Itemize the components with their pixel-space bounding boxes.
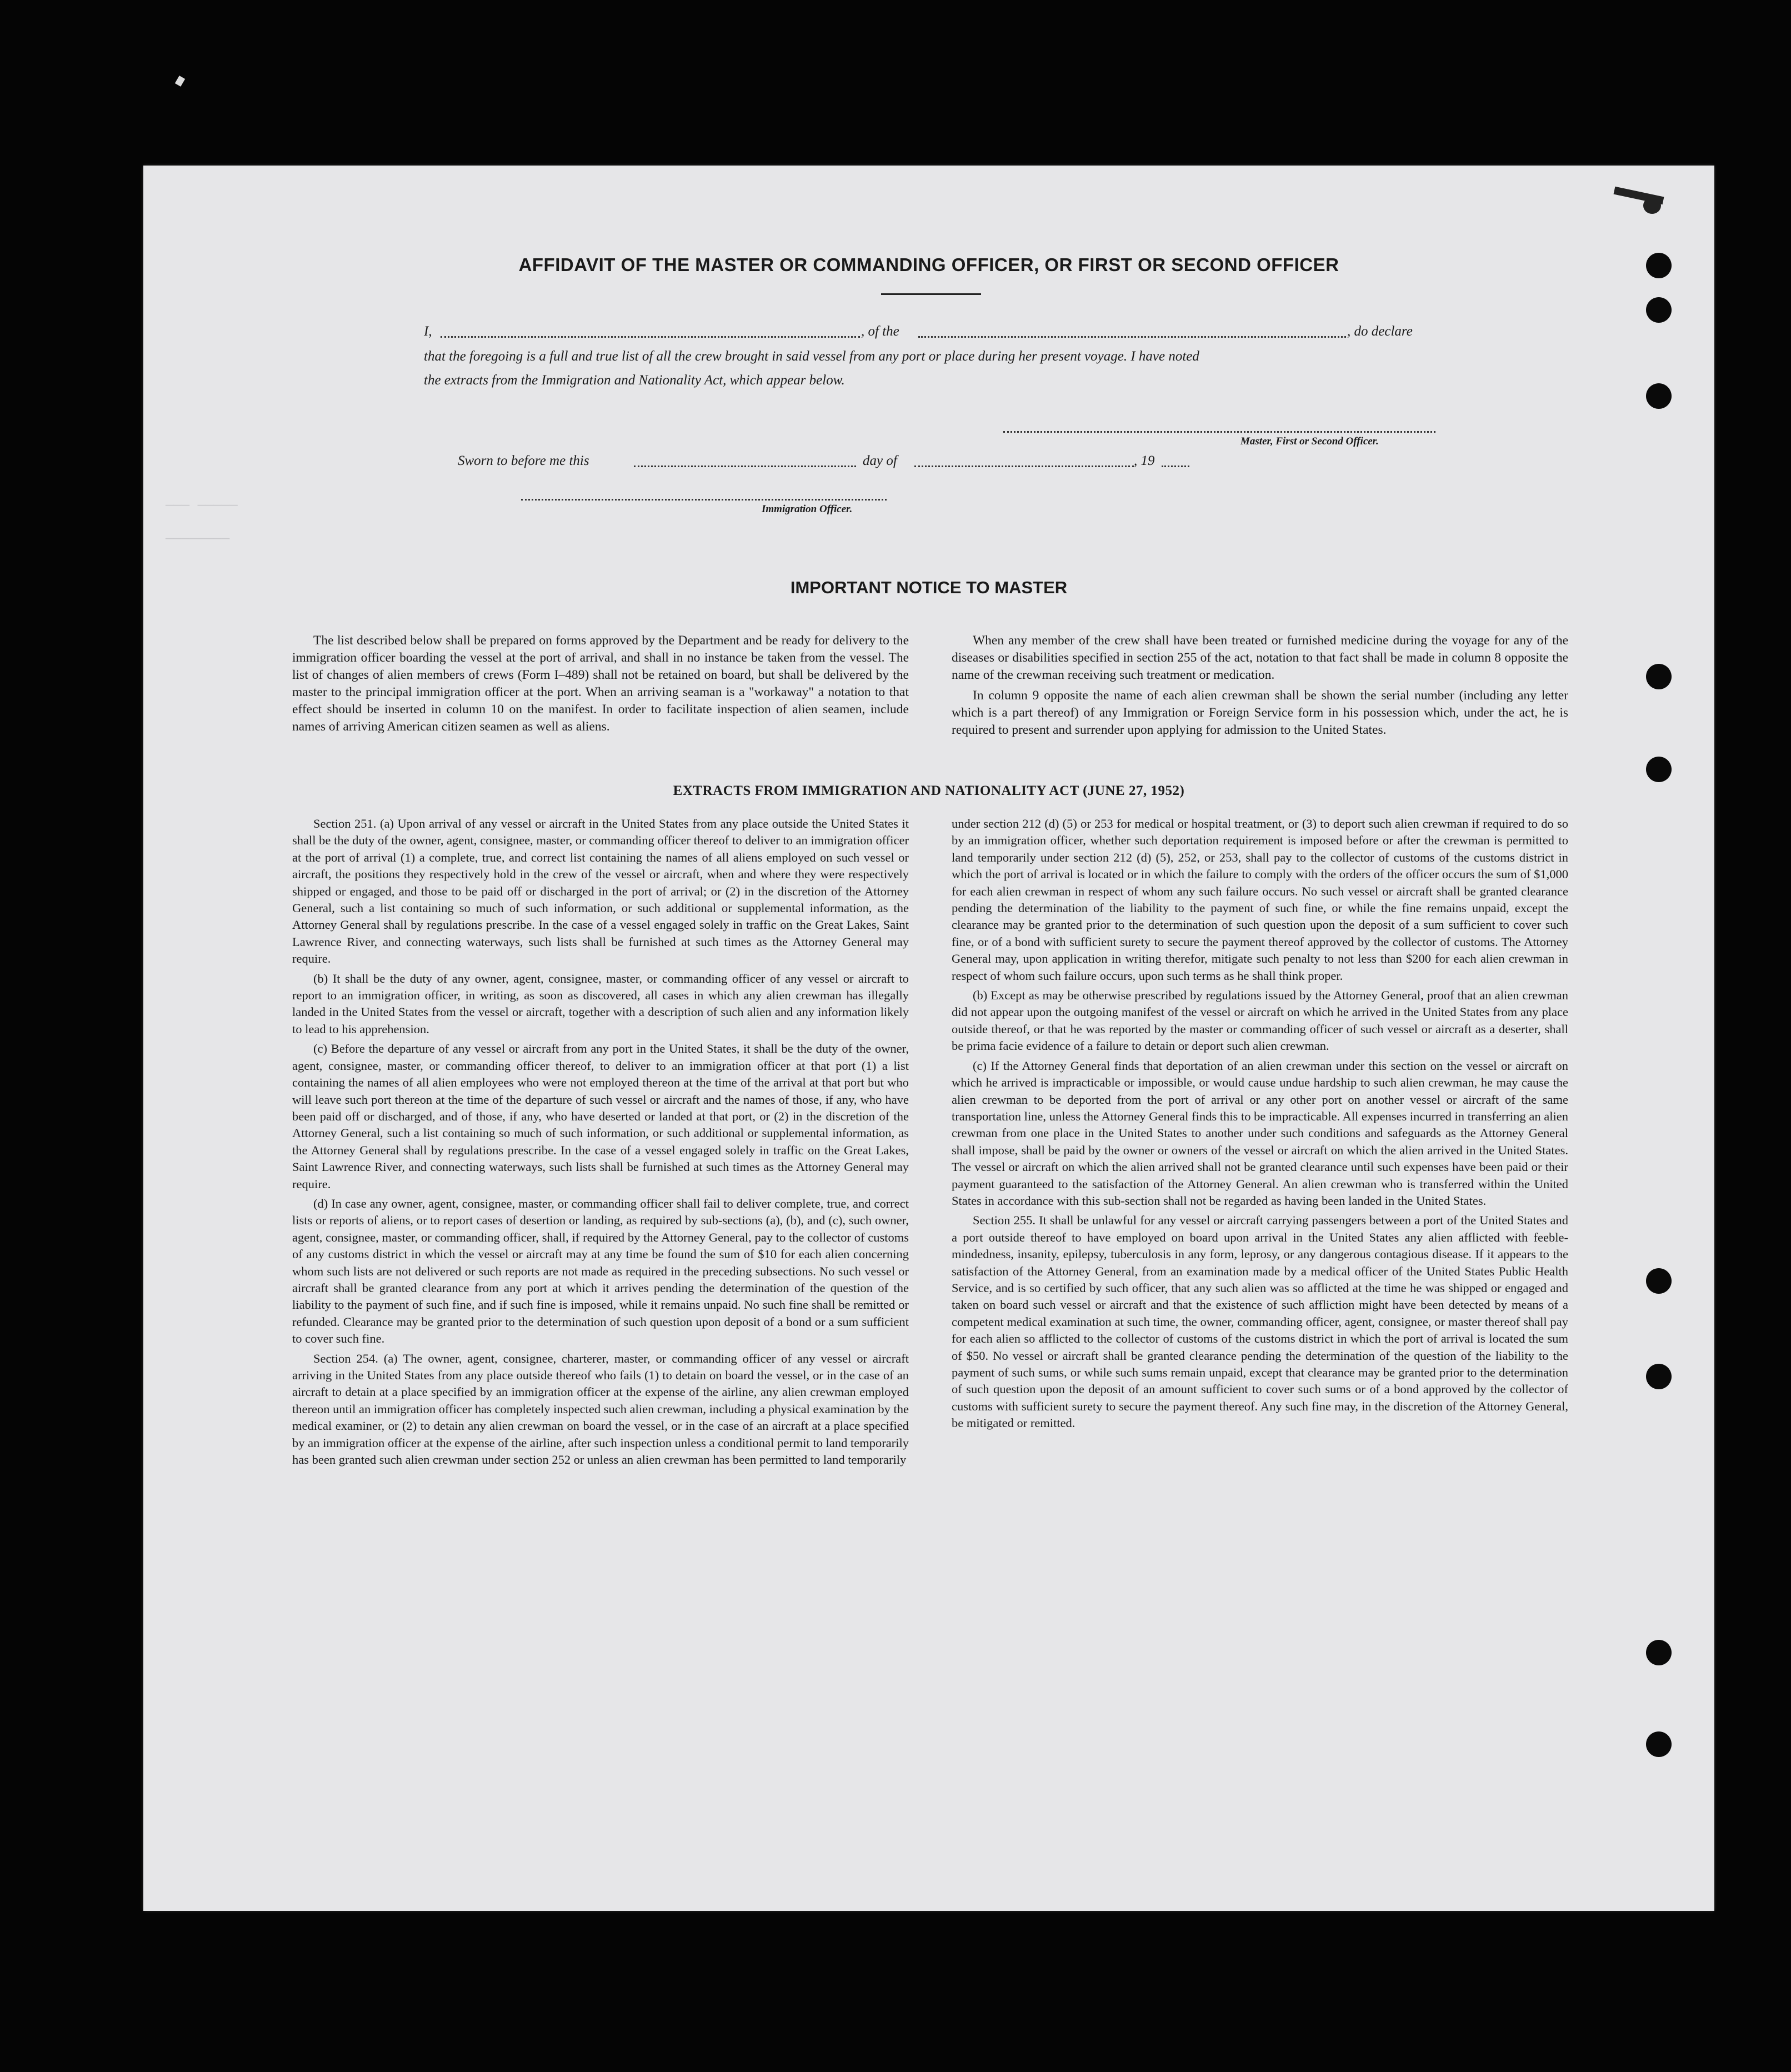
punch-hole (1646, 253, 1672, 278)
sworn-label: Sworn to before me this (458, 453, 589, 468)
section-254a: Section 254. (a) The owner, agent, consignee, charterer, master, or commanding officer of any vessel or aircraft arriving in the United States from any place outside thereof who fails (1) to detain on board the vessel, or in the case of an aircraft to detain at a place specified by an immigration officer at the expense of the airline, any alien crewman employed thereon until an immigration officer has completely inspected such alien crewman, including a physical examination by the medical examiner, or (2) to detain any alien crewman on board the vessel, or in the case of an aircraft at a place specified by an immigration officer at the expense of the airline, after such inspection unless a conditional permit to land temporarily has been granted such alien crewman under section 252 or unless an alien crewman has been permitted to land temporarily (292, 1351, 909, 1467)
master-label: Master, First or Second Officer. (1240, 436, 1379, 447)
statement-line-1: that the foregoing is a full and true list of all the crew brought in said vessel from any port or place during her present voyage. I have noted (424, 349, 1199, 364)
affidavit-title: AFFIDAVIT OF THE MASTER OR COMMANDING OFFICER, OR FIRST OR SECOND OFFICER (518, 254, 1339, 275)
section-254c: (c) If the Attorney General finds that deportation of an alien crewman under this section on the vessel or aircraft on which he arrived is impracticable or impossible, or would cause undue hardship to such alien crewman, he may cause the alien crewman to be deported from the port of arrival or any other port on another vessel or aircraft of the same transportation line, unless the Attorney General finds this to be impracticable. All expenses incurred in transferring an alien crewman from one place in the United States to another under such conditions and safeguards as the Attorney General shall impose, shall be paid by the owner or owners of the vessel or aircraft on which the alien arrived in the United States. The vessel or aircraft on which the alien arrived shall not be granted clearance until such expenses have been paid or their payment guaranteed to the satisfaction of the Attorney General. An alien crewman who is transferred within the United States in accordance with this sub-section shall not be regarded as having been landed in the United States. (952, 1058, 1568, 1208)
bleed-through-text: ─── ───── (166, 499, 238, 514)
notice-left-column (292, 632, 909, 739)
ink-mark (1643, 197, 1661, 214)
officer-signature-field[interactable] (521, 499, 887, 501)
notice-right-column (952, 632, 1568, 742)
extracts-left-column (292, 815, 909, 1471)
punch-hole (1646, 1364, 1672, 1389)
section-251c: (c) Before the departure of any vessel or aircraft from any port in the United States, it shall be the duty of the owner, agent, consignee, master, or commanding officer thereof, to deliver to an immigration officer at that port (1) a list containing the names of all alien employees who were not employed thereon at the time of the arrival at that port but who will leave such port thereon at the time of the departure of such vessel or aircraft and the names of those, if any, who have been paid off or discharged, and of those, if any, who have deserted or landed at that port, or (2) in the discretion of the Attorney General, such a list containing so much of such information, or such additional or supplemental information, as the Attorney General shall by regulations prescribe. In the case of a vessel engaged solely in traffic on the Great Lakes, Saint Lawrence River, and connecting waterways, such lists shall be furnished at such times as the Attorney General may require. (292, 1042, 909, 1191)
punch-hole (1646, 1640, 1672, 1665)
master-signature-field[interactable] (1003, 431, 1435, 433)
i-label: I, (424, 324, 432, 339)
title-rule (881, 293, 981, 295)
punch-hole (1646, 1268, 1672, 1294)
section-255: Section 255. It shall be unlawful for any vessel or aircraft carrying passengers between a port of the United States and a port outside thereof to have employed on board upon arrival in the United States any alien afflicted with feeble-mindedness, insanity, epilepsy, tuberculosis in any form, leprosy, or any dangerous contagious disease. If it appears to the satisfaction of the Attorney General, from an examination made by a medical officer of the United States Public Health Service, and is so certified by such officer, that any such alien was so afflicted at the time he was shipped or engaged and taken on board such vessel or aircraft and that the existence of such affliction might have been detected by means of a competent medical examination at such time, the owner, commanding officer, agent, consignee, or master thereof shall pay for each alien so afflicted to the collector of customs of the customs district in which the port of arrival is located the sum of $50. No vessel or aircraft shall be granted clearance pending the determination of the question of the liability to the payment of such sums, or while such sums remain unpaid, except that clearance may be granted prior to the determination of such question upon the deposit of an amount sufficient to cover such sums or of a bond approved by the collector of customs with sufficient surety to secure the payment thereof. Any such fine may, in the discretion of the Attorney General, be mitigated or remitted. (952, 1213, 1568, 1430)
ink-mark (175, 76, 185, 87)
bleed-through-text: ──────── (166, 532, 230, 547)
punch-hole (1646, 757, 1672, 782)
section-254b: (b) Except as may be otherwise prescribed by regulations issued by the Attorney General, proof that an alien crewman did not appear upon the outgoing manifest of the vessel or aircraft on which he arrived in the United States from any place outside thereof, or that he was reported by the master or commanding officer of such vessel or aircraft as a deserter, shall be prima facie evidence of a failure to detain or deport such alien crewman. (952, 988, 1568, 1053)
name-field[interactable] (441, 336, 860, 338)
notice-title: IMPORTANT NOTICE TO MASTER (790, 578, 1068, 597)
sworn-day-field[interactable] (634, 466, 856, 467)
section-251b: (b) It shall be the duty of any owner, agent, consignee, master, or commanding officer of any vessel or aircraft to report to an immigration officer, in writing, as soon as discovered, all cases in which any alien crewman has illegally landed in the United States from the vessel or aircraft, together with a description of such alien and any information likely to lead to his apprehension. (292, 971, 909, 1036)
punch-hole (1646, 1731, 1672, 1757)
document-page (143, 166, 1714, 1911)
extracts-right-column (952, 815, 1568, 1435)
notice-left-paragraph: The list described below shall be prepared on forms approved by the Department and be ready for delivery to the immigration officer boarding the vessel at the port of arrival, and shall in no instance be taken from the vessel. The list of changes of alien members of crews (Form I–489) shall not be retained on board, but shall be delivered by the master to the principal immigration officer at the port. When an arriving seaman is a "workaway" a notation to that effect should be inserted in column 10 on the manifest. In order to facilitate inspection of alien seamen, include names of arriving American citizen seamen as well as aliens. (292, 633, 909, 734)
notice-right-paragraph-2: In column 9 opposite the name of each alien crewman shall be shown the serial number (including any letter which is a part thereof) of any Immigration or Foreign Service form in his possession which, under the act, he is required to present and surrender upon applying for admission to the United States. (952, 688, 1568, 737)
punch-hole (1646, 664, 1672, 689)
year-label: , 19 (1134, 453, 1155, 468)
of-the-label: , of the (861, 324, 899, 339)
punch-hole (1646, 297, 1672, 323)
notice-right-paragraph-1: When any member of the crew shall have been treated or furnished medicine during the voyage for any of the diseases or disabilities specified in section 255 of the act, notation to that fact shall be made in column 8 opposite the name of the crewman receiving such treatment or medication. (952, 633, 1568, 682)
day-of-label: day of (863, 453, 897, 468)
punch-hole (1646, 383, 1672, 409)
section-251a: Section 251. (a) Upon arrival of any vessel or aircraft in the United States from any place outside the United States it shall be the duty of the owner, agent, consignee, master, or commanding officer thereof to deliver to an immigration officer at the port of arrival (1) a complete, true, and correct list containing the names of all aliens employed on such vessel or aircraft, the positions they respectively hold in the crew of the vessel or aircraft, when and where they were respectively shipped or engaged, and those to be paid off or discharged in the port of arrival; or (2) in the discretion of the Attorney General, such a list containing so much of such information, or such additional or supplemental information, as the Attorney General shall by regulations prescribe. In the case of a vessel engaged solely in traffic on the Great Lakes, Saint Lawrence River, and connecting waterways, such lists shall be furnished at such times as the Attorney General may require. (292, 817, 909, 966)
section-254a-continued: under section 212 (d) (5) or 253 for medical or hospital treatment, or (3) to deport such alien crewman if required to do so by an immigration officer, whether such deportation requirement is imposed before or after the crewman is permitted to land temporarily under section 212 (d) (5), 252, or 253, shall pay to the collector of customs of the customs district in which the port of arrival is located or in which the failure to comply with the orders of the officer occurs the sum of $1,000 for each alien crewman in respect of whom any such failure occurs. No such vessel or aircraft shall be granted clearance pending the determination of the liability to the payment of such fine, or while the fine remains unpaid, except the clearance may be granted prior to the determination of such question upon the deposit of a sum sufficient to cover such fine, or of a bond with sufficient surety to secure the payment thereof approved by the collector of customs. The Attorney General may, upon application in writing therefor, mitigate such penalty to not less than $200 for each alien crewman in respect of whom such failure occurs, upon such terms as he shall think proper. (952, 817, 1568, 983)
extracts-title: EXTRACTS FROM IMMIGRATION AND NATIONALITY ACT (JUNE 27, 1952) (673, 783, 1185, 798)
officer-label: Immigration Officer. (762, 503, 853, 515)
do-declare-label: , do declare (1347, 324, 1413, 339)
section-251d: (d) In case any owner, agent, consignee, master, or commanding officer shall fail to deliver complete, true, and correct lists or reports of aliens, or to report cases of desertion or landing, as required by sub-sections (a), (b), and (c), such owner, agent, consignee, master, or commanding officer, shall, if required by the Attorney General, pay to the collector of customs of any customs district in which the vessel or aircraft may at any time be found the sum of $10 for each alien concerning whom such lists are not delivered or such reports are not made as required in the preceding subsections. No such vessel or aircraft shall be granted clearance from any port at which it arrives pending the determination of the question of the liability to the payment of such fine, and if such fine is imposed, while it remains unpaid. No such fine shall be remitted or refunded. Clearance may be granted prior to the determination of such question upon deposit of a bond or a sum sufficient to cover such fine. (292, 1196, 909, 1346)
sworn-month-field[interactable] (914, 466, 1134, 467)
sworn-year-field[interactable] (1162, 466, 1189, 467)
statement-line-2: the extracts from the Immigration and Nationality Act, which appear below. (424, 373, 845, 388)
vessel-field[interactable] (918, 336, 1346, 338)
